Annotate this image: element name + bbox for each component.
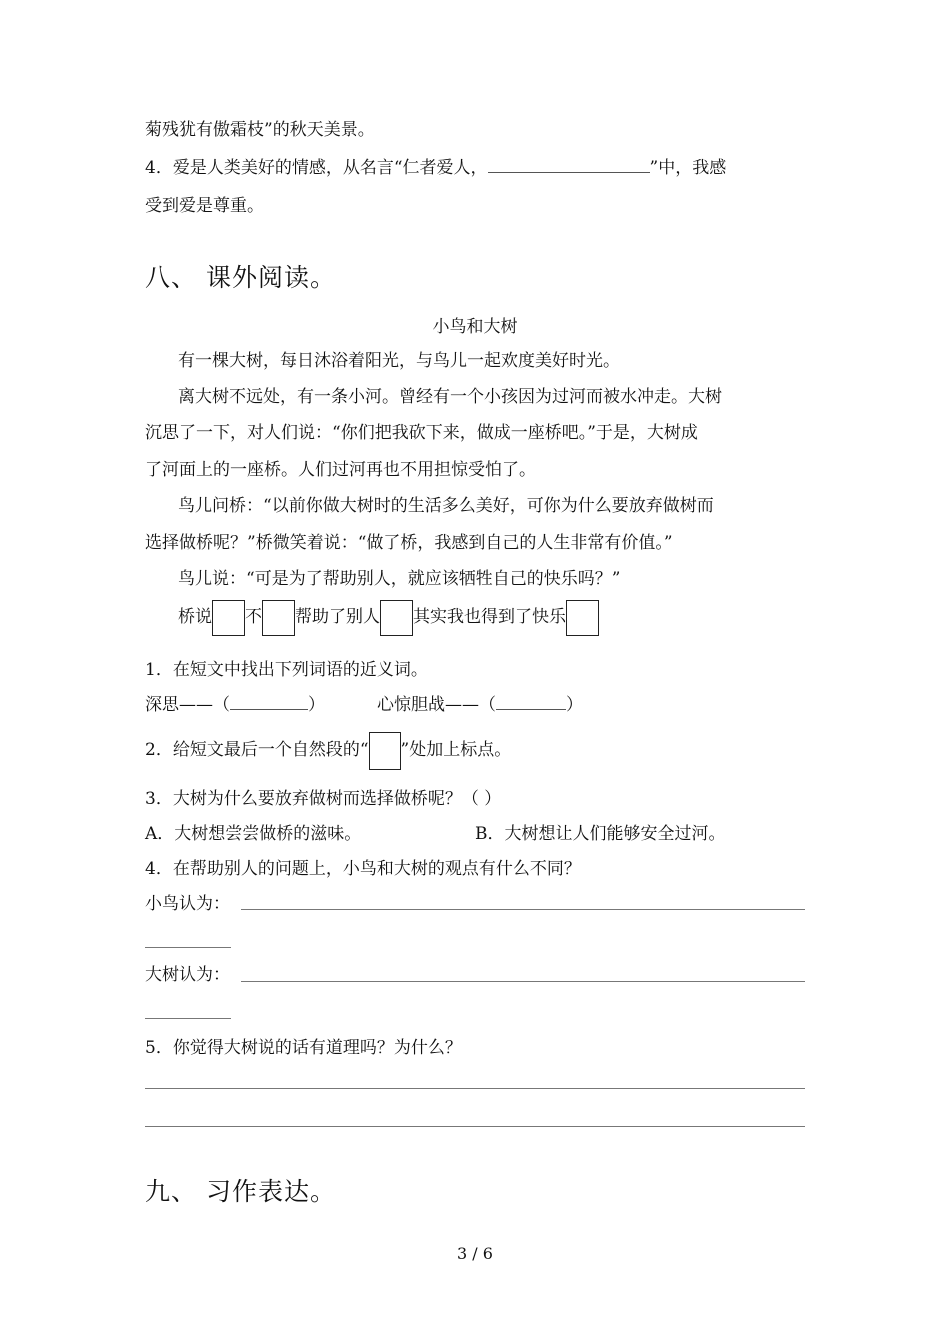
punctuation-box[interactable] <box>566 600 599 636</box>
bracket: ） <box>308 695 325 715</box>
punctuation-box[interactable] <box>262 600 295 636</box>
word-scared: 心惊胆战——（ <box>377 695 496 715</box>
section-9-heading: 九、 习作表达。 <box>145 1177 336 1206</box>
passage-line: 鸟儿说：“可是为了帮助别人，就应该牺牲自己的快乐吗？” <box>178 569 621 589</box>
option-b[interactable]: B．大树想让人们能够安全过河。 <box>475 824 726 844</box>
text-segment: 帮助了别人 <box>295 607 380 627</box>
question-1: 1．在短文中找出下列词语的近义词。 <box>145 660 428 680</box>
punctuation-box[interactable] <box>212 600 245 636</box>
q2-suffix: ”处加上标点。 <box>400 740 512 760</box>
section-8-heading: 八、 课外阅读。 <box>145 263 336 292</box>
q4-prefix: 4．爱是人类美好的情感，从名言“仁者爱人， <box>145 158 488 178</box>
passage-last-paragraph <box>178 598 599 636</box>
page-number: 3 / 6 <box>457 1244 493 1263</box>
question-1-answers <box>145 693 583 717</box>
passage-line: 了河面上的一座桥。人们过河再也不用担惊受怕了。 <box>145 460 536 480</box>
punctuation-box[interactable] <box>380 600 413 636</box>
answer-line[interactable] <box>145 1018 231 1019</box>
answer-line[interactable] <box>145 1126 805 1127</box>
bird-view-label: 小鸟认为： <box>145 894 230 914</box>
q4-suffix: ”中，我感 <box>649 158 727 178</box>
option-a[interactable]: A．大树想尝尝做桥的滋味。 <box>145 824 362 844</box>
answer-line[interactable] <box>145 1088 805 1089</box>
q2-prefix: 2．给短文最后一个自然段的“ <box>145 740 369 760</box>
tree-view-label: 大树认为： <box>145 965 230 985</box>
punctuation-box[interactable] <box>369 732 401 770</box>
word-deep-thought: 深思——（ <box>145 695 230 715</box>
passage-line: 沉思了一下，对人们说：“你们把我砍下来，做成一座桥吧。”于是，大树成 <box>145 423 698 443</box>
fill-blank[interactable] <box>488 158 650 173</box>
passage-title: 小鸟和大树 <box>432 317 518 337</box>
passage-line: 有一棵大树，每日沐浴着阳光，与鸟儿一起欢度美好时光。 <box>178 351 620 371</box>
passage-line: 鸟儿问桥：“以前你做大树时的生活多么美好，可你为什么要放弃做树而 <box>178 496 714 516</box>
answer-line[interactable] <box>145 947 231 948</box>
passage-line: 选择做桥呢？”桥微笑着说：“做了桥，我感到自己的人生非常有价值。” <box>145 533 673 553</box>
answer-line[interactable] <box>241 909 805 910</box>
passage-line: 离大树不远处，有一条小河。曾经有一个小孩因为过河而被水冲走。大树 <box>178 387 722 407</box>
question-3: 3．大树为什么要放弃做树而选择做桥呢？（ ） <box>145 789 502 809</box>
fill-blank[interactable] <box>496 695 566 710</box>
text-segment: 桥说 <box>178 607 212 627</box>
text-line: 菊残犹有傲霜枝”的秋天美景。 <box>145 120 375 140</box>
text-segment: 不 <box>245 607 262 627</box>
bracket: ） <box>566 695 583 715</box>
answer-line[interactable] <box>241 981 805 982</box>
question-2 <box>145 731 511 770</box>
fill-blank[interactable] <box>230 695 308 710</box>
text-segment: 其实我也得到了快乐 <box>413 607 566 627</box>
question-4: 4．在帮助别人的问题上，小鸟和大树的观点有什么不同？ <box>145 859 581 879</box>
text-line: 受到爱是尊重。 <box>145 196 264 216</box>
question-7-4 <box>145 156 726 180</box>
question-5: 5．你觉得大树说的话有道理吗？为什么？ <box>145 1038 462 1058</box>
